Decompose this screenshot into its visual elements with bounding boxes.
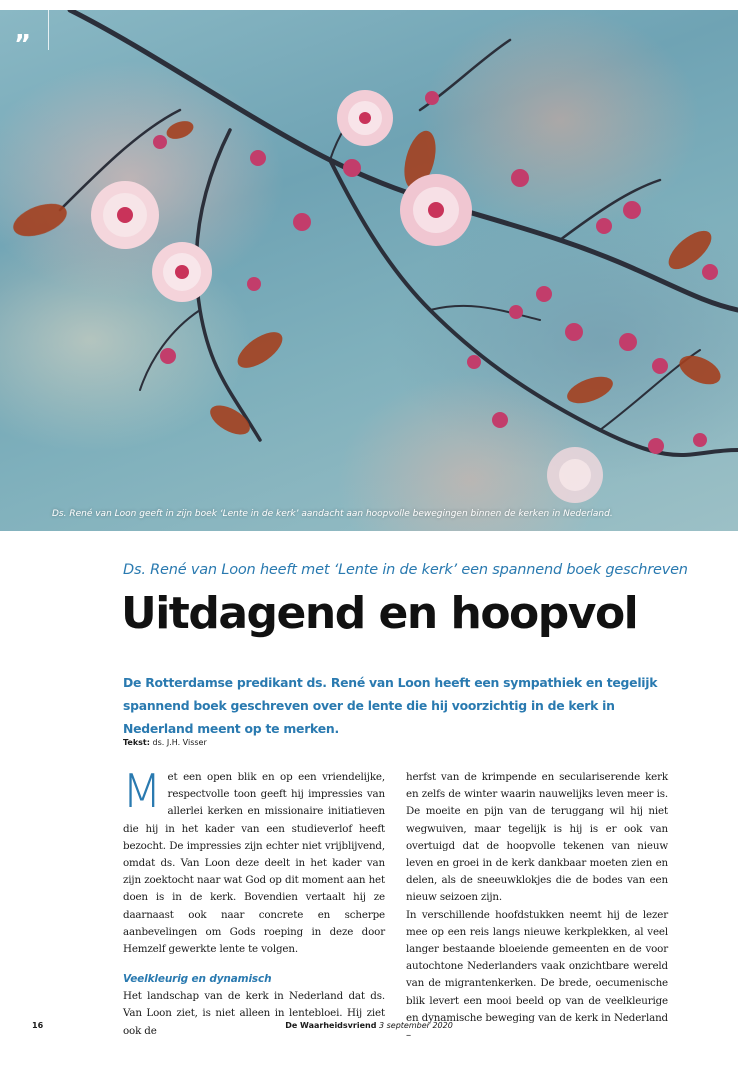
body-paragraph: herfst van de krimpende en seculariserende kerk en zelfs de winter waarin nauwelijks leven meer is. De moeite en pijn van de teruggang wil hij niet wegwuiven, maar tegelijk is hij is er ook van overtuigd dat de hoopvolle tekenen van nieuw leven en groei in de kerk dankbaar moeten zien en delen, als de sneeuwklokjes die de bodes van een nieuw seizoen zijn. (406, 771, 668, 904)
page-footer (0, 1021, 738, 1030)
body-paragraph (122, 764, 385, 958)
magazine-name: De Waarheidsvriend (285, 1021, 377, 1030)
body-column-right (406, 769, 668, 1044)
quote-divider (48, 10, 49, 50)
article-kicker: Ds. René van Loon heeft met ‘Lente in de kerk’ een spannend boek geschreven (123, 562, 688, 578)
article-title: Uitdagend en hoopvol (121, 588, 638, 639)
byline-label: Tekst: (123, 738, 150, 747)
photo-caption: Ds. René van Loon geeft in zijn boek ‘Lente in de kerk’ aandacht aan hoopvolle bewegingen binnen de kerken in Nederland. (52, 509, 613, 519)
body-paragraph: In verschillende hoofdstukken neemt hij de lezer mee op een reis langs nieuwe kerkplekken, al veel langer bestaande bloeiende gemeenten en de voor autochtone Nederlanders vaak onzichtbare wereld van de migrantenkerken. De brede, oecumenische blik levert een mooi beeld op van de veelkleurige en dynamische beweging van de kerk in Nederland – (406, 908, 668, 1042)
issue-date: 3 september 2020 (378, 1021, 453, 1030)
hero-photo (0, 10, 738, 531)
byline-author: ds. J.H. Visser (152, 738, 207, 747)
body-paragraph: Het landschap van de kerk in Nederland dat ds. Van Loon ziet, is niet alleen in lentebloei. Hij ziet ook de (123, 990, 385, 1037)
cherry-blossom-illustration (0, 10, 738, 531)
byline (123, 738, 207, 747)
article-lead: De Rotterdamse predikant ds. René van Loon heeft een sympathiek en tegelijk spannend boek geschreven over de lente die hij voorzichtig in de kerk in Nederland meent op te merken. (123, 675, 658, 736)
body-column-left (122, 764, 385, 1040)
page-number: 16 (32, 1021, 44, 1030)
paragraph-text: et een open blik en op een vriendelijke, respectvolle toon geeft hij impressies van allerlei kerken en missionaire initiatieven die hij in het kader van een studieverlof heeft bezocht. De impressies zijn echter niet vrijblijvend, omdat ds. Van Loon deze deelt in het kader van zijn zoektocht naar wat God op dit moment aan het doen is in de kerk. Bovendien vertaalt hij ze daarnaast ook naar concrete en scherpe aanbevelingen om Gods roeping in deze door Hemzelf gewerkte lente te volgen. (123, 771, 385, 956)
drop-cap: M (122, 764, 162, 818)
section-subheading: Veelkleurig en dynamisch (123, 973, 272, 986)
quote-icon: ” (14, 30, 32, 60)
